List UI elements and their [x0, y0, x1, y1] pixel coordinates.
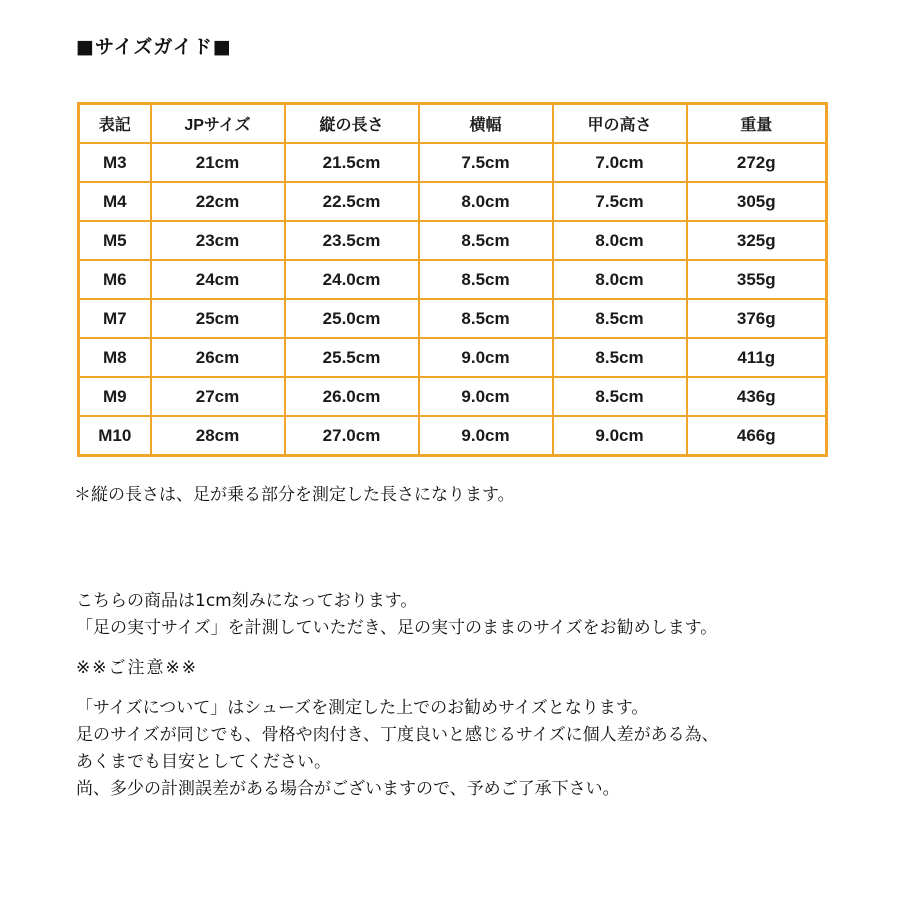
cell-jp-size: 27cm [151, 377, 285, 416]
cell-instep-height: 8.5cm [553, 377, 687, 416]
cell-jp-size: 24cm [151, 260, 285, 299]
cell-jp-size: 28cm [151, 416, 285, 456]
cell-width: 8.5cm [419, 221, 553, 260]
cell-width: 7.5cm [419, 143, 553, 182]
caution-text-4: 尚、多少の計測誤差がある場合がございますので、予めご了承下さい。 [76, 779, 620, 799]
cell-width: 9.0cm [419, 416, 553, 456]
cell-jp-size: 23cm [151, 221, 285, 260]
cell-weight: 466g [687, 416, 827, 456]
cell-label: M6 [79, 260, 151, 299]
header-jp-size: JPサイズ [151, 104, 285, 144]
cell-jp-size: 25cm [151, 299, 285, 338]
header-weight: 重量 [687, 104, 827, 144]
cell-length: 25.0cm [285, 299, 419, 338]
cell-width: 8.5cm [419, 260, 553, 299]
cell-width: 9.0cm [419, 377, 553, 416]
table-row [79, 338, 827, 377]
header-label: 表記 [79, 104, 151, 144]
cell-weight: 355g [687, 260, 827, 299]
cell-length: 27.0cm [285, 416, 419, 456]
header-width: 横幅 [419, 104, 553, 144]
cell-instep-height: 8.0cm [553, 260, 687, 299]
caution-text-3: あくまでも目安としてください。 [76, 752, 331, 772]
cell-instep-height: 8.0cm [553, 221, 687, 260]
size-description [76, 588, 876, 803]
cell-length: 22.5cm [285, 182, 419, 221]
cell-label: M10 [79, 416, 151, 456]
table-row [79, 182, 827, 221]
page-title: ■サイズガイド■ [76, 36, 232, 58]
size-guide-table [77, 102, 828, 457]
cell-instep-height: 8.5cm [553, 338, 687, 377]
cell-instep-height: 9.0cm [553, 416, 687, 456]
table-row [79, 143, 827, 182]
table-row [79, 416, 827, 456]
cell-weight: 305g [687, 182, 827, 221]
cell-label: M9 [79, 377, 151, 416]
recommendation-text: 「足の実寸サイズ」を計測していただき、足の実寸のままのサイズをお勧めします。 [76, 618, 718, 638]
caution-text-1: 「サイズについて」はシューズを測定した上でのお勧めサイズとなります。 [76, 698, 649, 718]
cell-length: 25.5cm [285, 338, 419, 377]
table-header-row [79, 104, 827, 144]
cell-length: 26.0cm [285, 377, 419, 416]
cell-jp-size: 22cm [151, 182, 285, 221]
cell-weight: 436g [687, 377, 827, 416]
cell-label: M7 [79, 299, 151, 338]
table-row [79, 260, 827, 299]
cell-label: M8 [79, 338, 151, 377]
cell-instep-height: 8.5cm [553, 299, 687, 338]
caution-heading: ※※ご注意※※ [76, 658, 198, 678]
cell-weight: 376g [687, 299, 827, 338]
cell-label: M5 [79, 221, 151, 260]
cell-jp-size: 26cm [151, 338, 285, 377]
cell-weight: 411g [687, 338, 827, 377]
header-length: 縦の長さ [285, 104, 419, 144]
cell-width: 8.5cm [419, 299, 553, 338]
cell-instep-height: 7.5cm [553, 182, 687, 221]
cell-instep-height: 7.0cm [553, 143, 687, 182]
cell-length: 24.0cm [285, 260, 419, 299]
table-row [79, 299, 827, 338]
cell-length: 21.5cm [285, 143, 419, 182]
cell-weight: 272g [687, 143, 827, 182]
cell-jp-size: 21cm [151, 143, 285, 182]
cell-width: 8.0cm [419, 182, 553, 221]
increment-text: こちらの商品は1cm刻みになっております。 [76, 591, 418, 611]
cell-length: 23.5cm [285, 221, 419, 260]
cell-width: 9.0cm [419, 338, 553, 377]
table-row [79, 377, 827, 416]
cell-weight: 325g [687, 221, 827, 260]
cell-label: M4 [79, 182, 151, 221]
caution-text-2: 足のサイズが同じでも、骨格や肉付き、丁度良いと感じるサイズに個人差がある為、 [76, 725, 719, 745]
header-instep-height: 甲の高さ [553, 104, 687, 144]
length-note: ＊縦の長さは、足が乗る部分を測定した長さになります。 [74, 485, 515, 505]
table-row [79, 221, 827, 260]
cell-label: M3 [79, 143, 151, 182]
